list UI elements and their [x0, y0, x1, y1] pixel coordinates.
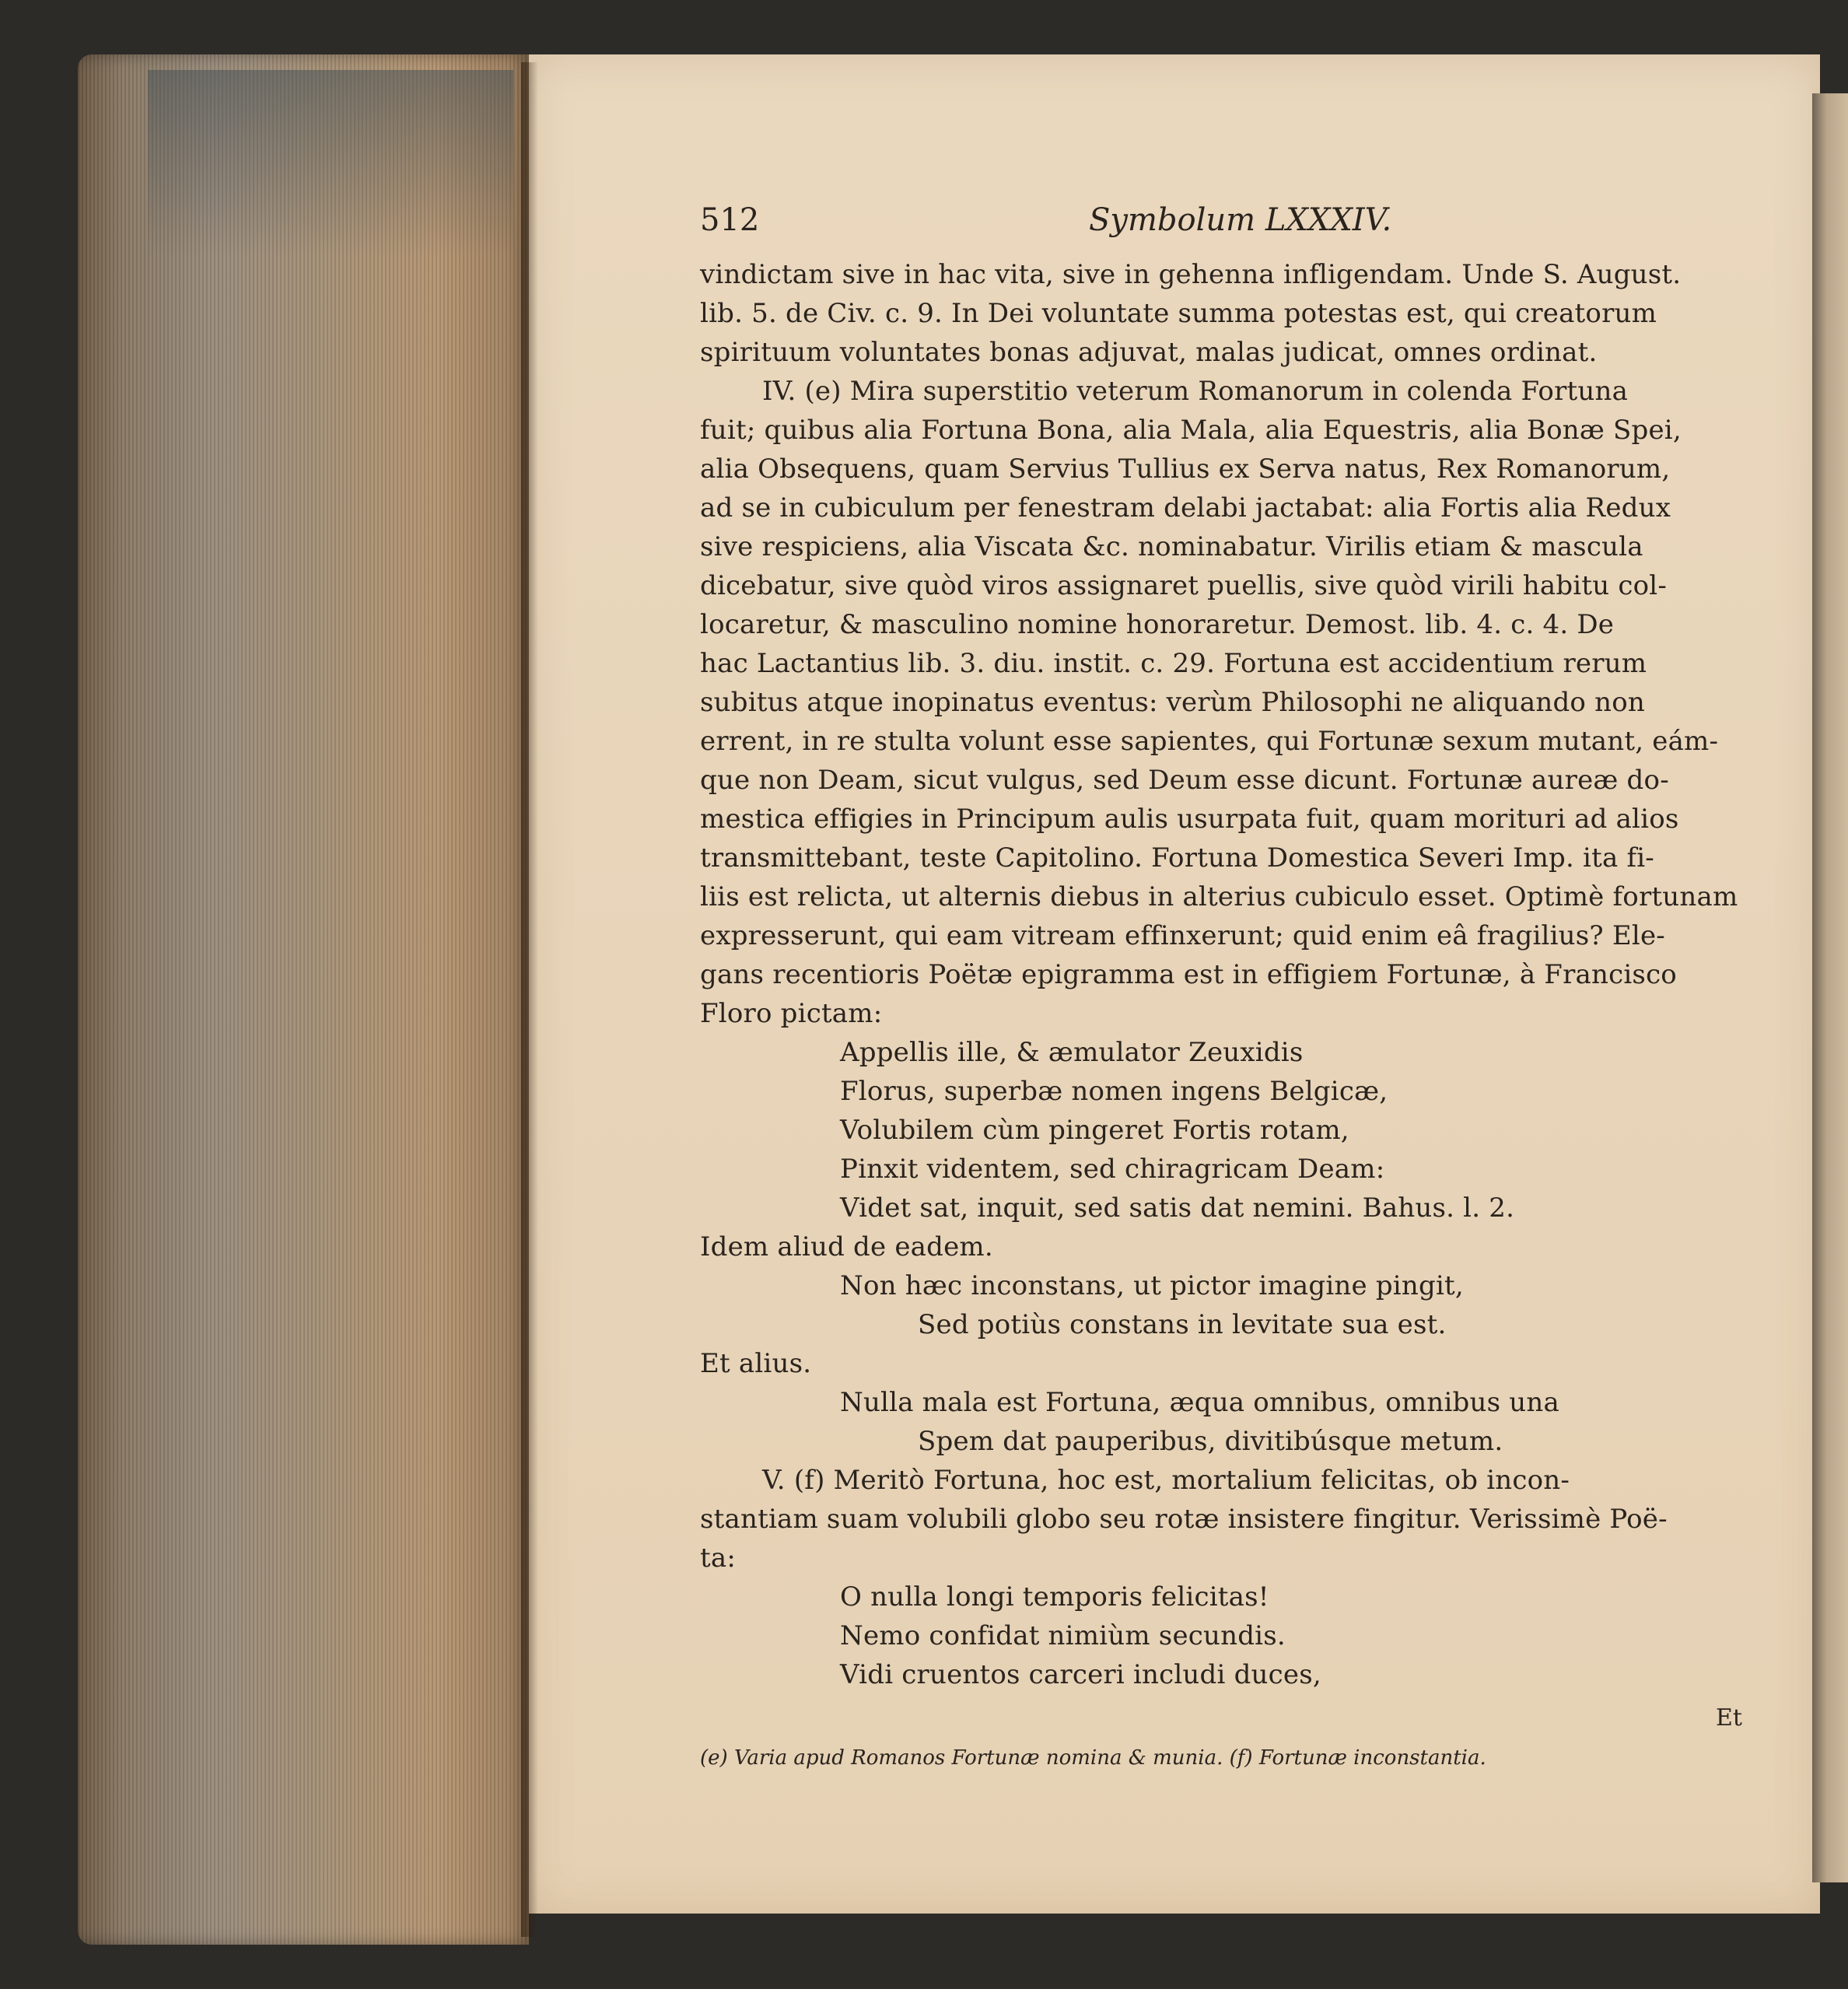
text-line: Nulla mala est Fortuna, æqua omnibus, omnibus una [840, 1387, 1559, 1418]
text-line: hac Lactantius lib. 3. diu. instit. c. 29. Fortuna est accidentium rerum [700, 648, 1647, 679]
page-header [700, 202, 1750, 249]
text-line: Florus, superbæ nomen ingens Belgicæ, [840, 1076, 1388, 1107]
running-title: Symbolum LXXXIV. [1089, 202, 1392, 238]
text-line: Et alius. [700, 1348, 812, 1379]
text-line: locaretur, & masculino nomine honoraretur. Demost. lib. 4. c. 4. De [700, 609, 1615, 640]
page-number: 512 [700, 202, 760, 238]
page-block-stain [148, 70, 513, 257]
text-line: Floro pictam: [700, 998, 883, 1029]
facing-page-edge [1812, 93, 1848, 1882]
text-line: Nemo confidat nimiùm secundis. [840, 1620, 1286, 1651]
text-line: Spem dat pauperibus, divitibúsque metum. [918, 1426, 1503, 1457]
page-block-edge [78, 54, 529, 1945]
text-line: ta: [700, 1543, 736, 1574]
text-line: spirituum voluntates bonas adjuvat, malas judicat, omnes ordinat. [700, 337, 1598, 368]
text-line: sive respiciens, alia Viscata &c. nominabatur. Virilis etiam & mascula [700, 531, 1643, 562]
text-line: Idem aliud de eadem. [700, 1231, 993, 1262]
text-line: Volubilem cùm pingeret Fortis rotam, [840, 1115, 1349, 1146]
text-line: lib. 5. de Civ. c. 9. In Dei voluntate summa potestas est, qui creatorum [700, 298, 1657, 329]
gutter-shadow [521, 62, 538, 1937]
text-line: errent, in re stulta volunt esse sapientes, qui Fortunæ sexum mutant, eám- [700, 726, 1719, 757]
text-line: stantiam suam volubili globo seu rotæ insistere fingitur. Verissimè Poë- [700, 1504, 1668, 1535]
text-line: mestica effigies in Principum aulis usurpata fuit, quam morituri ad alios [700, 804, 1679, 835]
catchword: Et [1716, 1704, 1742, 1732]
text-line: V. (f) Meritò Fortuna, hoc est, mortalium felicitas, ob incon- [762, 1465, 1570, 1496]
text-line: Sed potiùs constans in levitate sua est. [918, 1309, 1447, 1340]
text-line: O nulla longi temporis felicitas! [840, 1581, 1269, 1613]
text-line: Pinxit videntem, sed chiragricam Deam: [840, 1154, 1385, 1185]
page-text [700, 202, 1750, 1774]
body-text [700, 255, 1750, 1694]
text-line: que non Deam, sicut vulgus, sed Deum esse dicunt. Fortunæ aureæ do- [700, 765, 1669, 796]
text-line: liis est relicta, ut alternis diebus in alterius cubiculo esset. Optimè fortunam [700, 881, 1738, 912]
text-line: dicebatur, sive quòd viros assignaret puellis, sive quòd virili habitu col- [700, 570, 1668, 601]
footnotes: (e) Varia apud Romanos Fortunæ nomina & munia. (f) Fortunæ inconstantia. [700, 1746, 1486, 1770]
text-line: subitus atque inopinatus eventus: verùm Philosophi ne aliquando non [700, 687, 1645, 718]
text-line: IV. (e) Mira superstitio veterum Romanorum in colenda Fortuna [762, 376, 1629, 407]
text-line: Appellis ille, & æmulator Zeuxidis [840, 1037, 1304, 1068]
text-line: Videt sat, inquit, sed satis dat nemini. Bahus. l. 2. [840, 1192, 1515, 1224]
text-line: transmittebant, teste Capitolino. Fortuna Domestica Severi Imp. ita fi- [700, 842, 1654, 874]
text-line: fuit; quibus alia Fortuna Bona, alia Mala, alia Equestris, alia Bonæ Spei, [700, 415, 1682, 446]
text-line: ad se in cubiculum per fenestram delabi jactabat: alia Fortis alia Redux [700, 492, 1671, 524]
text-line: gans recentioris Poëtæ epigramma est in effigiem Fortunæ, à Francisco [700, 959, 1677, 990]
text-line: vindictam sive in hac vita, sive in gehenna infligendam. Unde S. August. [700, 259, 1682, 290]
text-line: Non hæc inconstans, ut pictor imagine pingit, [840, 1270, 1464, 1301]
text-line: alia Obsequens, quam Servius Tullius ex Serva natus, Rex Romanorum, [700, 453, 1671, 485]
text-line: Vidi cruentos carceri includi duces, [840, 1659, 1321, 1690]
text-line: expresserunt, qui eam vitream effinxerunt; quid enim eâ fragilius? Ele- [700, 920, 1665, 951]
